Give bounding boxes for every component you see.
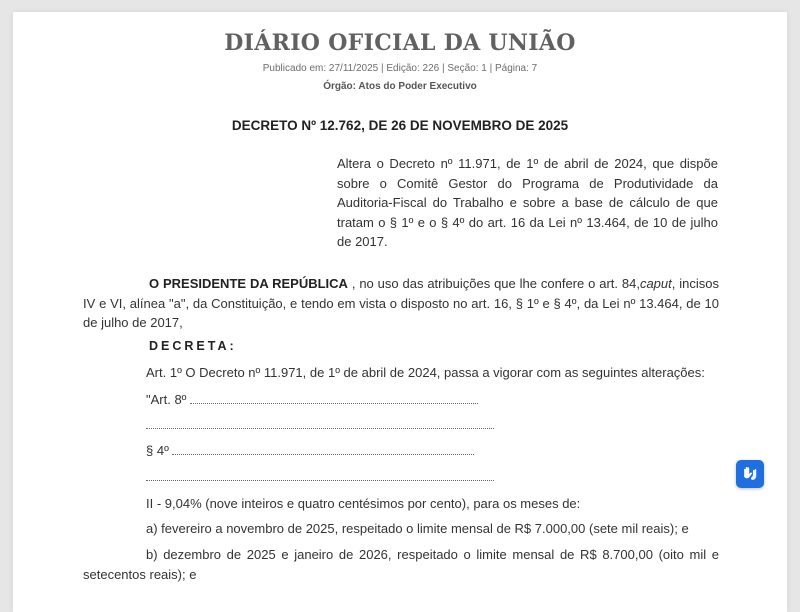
preamble-lead: O PRESIDENTE DA REPÚBLICA bbox=[149, 276, 348, 291]
decree-ementa: Altera o Decreto nº 11.971, de 1º de abril de 2024, que dispõe sobre o Comitê Gestor do Programa de Produtividade da Auditoria-Fiscal do Trabalho e sobre a base de cálculo de que tratam o § 1º e o § 4º do art. 16 da Lei nº 13.464, de 10 de julho de 2017. bbox=[337, 156, 718, 249]
preamble-text-2: , incisos IV e VI, alínea "a", da Constituição, e tendo em vista o disposto no art. 16, § 1º e § 4º, da Lei nº 13.464, de 10 de julho de 2017, bbox=[83, 276, 719, 330]
item-a: a) fevereiro a novembro de 2025, respeitado o limite mensal de R$ 7.000,00 (sete mil reais); e bbox=[146, 521, 689, 536]
item-b: b) dezembro de 2025 e janeiro de 2026, respeitado o limite mensal de R$ 8.700,00 (oito mil e setecentos reais); e bbox=[83, 547, 719, 582]
decree-title: DECRETO Nº 12.762, DE 26 DE NOVEMBRO DE 2025 bbox=[231, 118, 569, 133]
art8-label: "Art. 8º bbox=[146, 392, 187, 407]
preamble-text-1: , no uso das atribuições que lhe confere o art. 84, bbox=[347, 276, 640, 291]
accessibility-button[interactable] bbox=[736, 460, 764, 488]
publication-info: Publicado em: 27/11/2025 | Edição: 226 | Seção: 1 | Página: 7 bbox=[262, 63, 538, 74]
preamble-caput: caput bbox=[639, 276, 672, 291]
masthead-title: DIÁRIO OFICIAL DA UNIÃO bbox=[224, 30, 576, 56]
omission-dots-4 bbox=[146, 479, 494, 481]
paragraph-4-label: § 4º bbox=[146, 443, 169, 458]
omission-dots-2 bbox=[146, 427, 494, 429]
omission-dots-1 bbox=[190, 402, 478, 404]
decreta-heading: DECRETA: bbox=[149, 339, 237, 353]
item-ii: II - 9,04% (nove inteiros e quatro centésimos por cento), para os meses de: bbox=[146, 496, 581, 511]
decree-preamble bbox=[83, 274, 719, 333]
article-1: Art. 1º O Decreto nº 11.971, de 1º de abril de 2024, passa a vigorar com as seguintes alterações: bbox=[146, 365, 705, 380]
organ-info: Órgão: Atos do Poder Executivo bbox=[323, 81, 477, 92]
sign-language-hands-icon bbox=[740, 464, 760, 484]
omission-dots-3 bbox=[172, 453, 474, 455]
document-page bbox=[13, 12, 787, 612]
